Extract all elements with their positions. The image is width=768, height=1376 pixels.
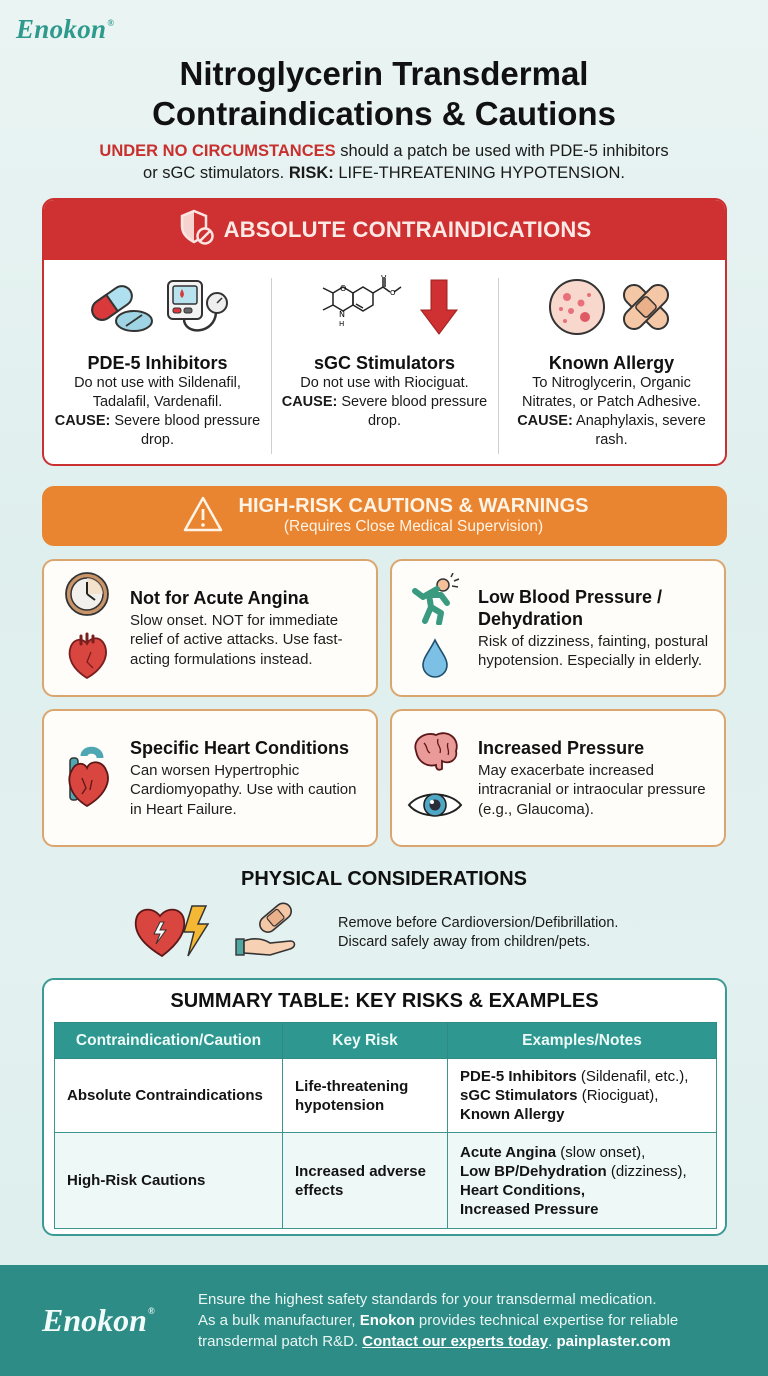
critical-warning	[0, 140, 768, 184]
brand-logo-footer: Enokon®	[42, 1302, 155, 1338]
caution-text: Risk of dizziness, fainting, postural hypotension. Especially in elderly.	[478, 632, 709, 669]
title-line-2: Contraindications & Cautions	[152, 95, 616, 132]
contact-experts-link[interactable]: Contact our experts today	[362, 1333, 549, 1350]
footer-banner	[0, 1265, 768, 1376]
contraindication-title: PDE-5 Inhibitors	[87, 353, 228, 373]
pills-icon	[86, 279, 156, 340]
table-cell-examples: Acute Angina (slow onset), Low BP/Dehydration (dizziness), Heart Conditions, Increased Pressure	[448, 1133, 717, 1229]
risk-text: LIFE-THREATENING HYPOTENSION.	[333, 164, 625, 182]
caution-title: Not for Acute Angina	[130, 587, 309, 608]
table-row	[55, 1059, 717, 1133]
table-row	[55, 1133, 717, 1229]
table-cell-examples: PDE-5 Inhibitors (Sildenafil, etc.), sGC Stimulators (Riociguat), Known Allergy	[448, 1059, 717, 1133]
svg-text:O: O	[380, 274, 387, 280]
column-header: Key Risk	[283, 1023, 448, 1059]
website-link[interactable]: painplaster.com	[556, 1333, 671, 1350]
clock-icon	[64, 571, 110, 622]
caution-text: May exacerbate increased intracranial or intraocular pressure (e.g., Glaucoma).	[478, 761, 706, 818]
caution-title: Increased Pressure	[478, 737, 645, 758]
contraindication-text: To Nitroglycerin, Organic Nitrates, or Patch Adhesive. CAUSE: Anaphylaxis, severe rash.	[517, 375, 706, 448]
brain-icon	[408, 729, 462, 780]
high-risk-header	[42, 486, 727, 546]
caution-card-heart-conditions	[42, 709, 378, 847]
contraindication-allergy	[498, 274, 725, 464]
svg-text:H: H	[338, 319, 344, 328]
fainting-person-icon	[407, 573, 463, 630]
high-risk-title: HIGH-RISK CAUTIONS & WARNINGS	[238, 495, 589, 517]
warning-text-2: or sGC stimulators.	[143, 164, 289, 182]
absolute-contraindications-header	[44, 200, 725, 260]
absolute-contraindications-title: ABSOLUTE CONTRAINDICATIONS	[223, 217, 592, 242]
footer-text: Ensure the highest safety standards for your transdermal medication. As a bulk manufacturer, Enokon provides technical expertise for reliable transdermal patch R&D. Contact our experts today. painplaster.com	[198, 1291, 679, 1350]
contraindication-pde5	[44, 274, 271, 464]
caution-title: Specific Heart Conditions	[130, 737, 350, 758]
title-line-1: Nitroglycerin Transdermal	[179, 55, 589, 92]
down-arrow-icon	[419, 278, 459, 341]
warning-triangle-icon	[181, 494, 225, 539]
summary-table-title: SUMMARY TABLE: KEY RISKS & EXAMPLES	[170, 990, 599, 1012]
shield-prohibited-icon	[178, 208, 214, 252]
physical-considerations-text: Remove before Cardioversion/Defibrillation. Discard safely away from children/pets.	[338, 914, 619, 950]
crossed-bandage-icon	[615, 277, 677, 342]
summary-table-panel	[42, 978, 727, 1236]
blood-pressure-monitor-icon	[164, 277, 230, 342]
contraindication-text: Do not use with Riociguat. CAUSE: Severe blood pressure drop.	[281, 375, 488, 429]
caution-title: Low Blood Pressure / Dehydration	[478, 586, 663, 629]
caution-text: Can worsen Hypertrophic Cardiomyopathy. Use with caution in Heart Failure.	[130, 761, 357, 818]
absolute-contraindications-panel	[42, 198, 727, 466]
contraindication-text: Do not use with Sildenafil, Tadalafil, Vardenafil. CAUSE: Severe blood pressure drop.	[54, 375, 261, 448]
molecule-structure-icon	[311, 275, 411, 344]
table-cell-risk: Life-threatening hypotension	[283, 1059, 448, 1133]
caution-card-low-bp	[390, 559, 726, 697]
anatomical-heart-icon	[60, 744, 114, 813]
heart-lightning-icon	[130, 900, 214, 965]
heart-icon	[65, 630, 109, 685]
table-cell-category: Absolute Contraindications	[55, 1059, 283, 1133]
contraindication-title: Known Allergy	[548, 353, 675, 373]
caution-card-increased-pressure	[390, 709, 726, 847]
physical-considerations-title: PHYSICAL CONSIDERATIONS	[241, 868, 527, 890]
svg-text:N: N	[338, 309, 345, 319]
summary-table	[54, 1022, 717, 1229]
warning-emphasis: UNDER NO CIRCUMSTANCES	[99, 142, 336, 160]
contraindication-sgc	[271, 274, 498, 464]
contraindication-title: sGC Stimulators	[313, 353, 456, 373]
table-cell-category: High-Risk Cautions	[55, 1133, 283, 1229]
eye-icon	[406, 788, 464, 827]
page-title	[0, 54, 768, 134]
svg-text:O: O	[389, 288, 396, 297]
risk-label: RISK:	[288, 164, 334, 182]
table-cell-risk: Increased adverse effects	[283, 1133, 448, 1229]
svg-text:O: O	[339, 283, 346, 293]
caution-card-acute-angina	[42, 559, 378, 697]
high-risk-subtitle: (Requires Close Medical Supervision)	[283, 518, 544, 535]
column-header: Examples/Notes	[448, 1023, 717, 1059]
physical-considerations-row	[130, 900, 618, 965]
hand-patch-icon	[234, 901, 304, 964]
skin-rash-icon	[547, 277, 607, 342]
brand-logo-top: Enokon®	[16, 14, 115, 44]
water-drop-icon	[419, 638, 451, 683]
column-header: Contraindication/Caution	[55, 1023, 283, 1059]
warning-text: should a patch be used with PDE-5 inhibitors	[335, 142, 669, 160]
caution-text: Slow onset. NOT for immediate relief of active attacks. Use fast-acting formulations instead.	[130, 611, 343, 668]
